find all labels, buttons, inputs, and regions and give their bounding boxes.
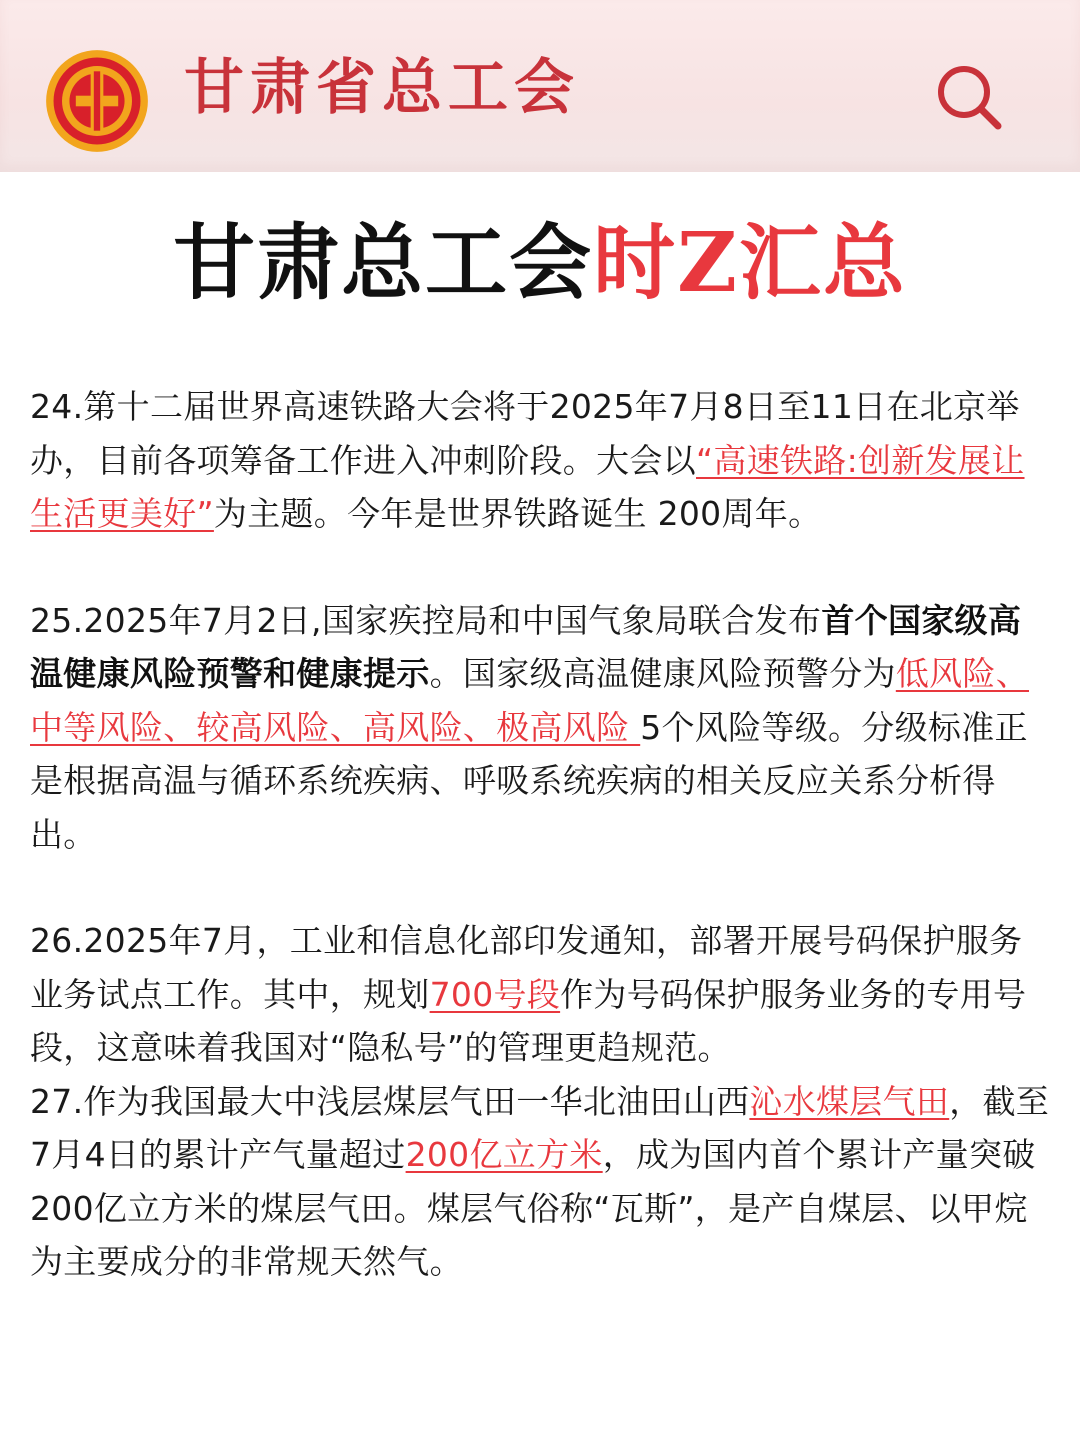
header-banner (0, 0, 1080, 172)
news-item-25 (30, 594, 1052, 862)
news-text: 27.作为我国最大中浅层煤层气田一华北油田山西 (30, 1081, 750, 1121)
bold-text: 首个国家级高温健康风险预警和健康提示 (30, 600, 1022, 693)
news-item-26 (30, 914, 1052, 1075)
news-text: ，截至7月4日的累计产气量超过 (30, 1081, 1050, 1174)
title-black-part: 甘肃总工会 (173, 215, 594, 311)
brand-title: 甘肃省总工会 (184, 53, 580, 123)
highlight-link[interactable]: 低风险、中等风险、较高风险、高风险、极高风险 (30, 654, 1030, 747)
search-icon[interactable] (934, 62, 1004, 132)
page-title (0, 208, 1080, 318)
news-text: 。国家级高温健康风险预警分为 (429, 654, 896, 693)
news-text: 5个风险等级。分级标准正是根据高温与循环系统疾病、呼吸系统疾病的相关反应关系分析得出。 (30, 707, 1028, 854)
news-text: 25.2025年7月2日,国家疾控局和中国气象局联合发布 (30, 600, 822, 640)
paragraph-gap (30, 541, 1052, 594)
highlight-link[interactable]: 700号段 (429, 974, 561, 1014)
news-text: 24.第十二届世界高速铁路大会将于2025年7月8日至11日在北京举办，目前各项筹备工作进入冲刺阶段。大会以 (30, 387, 1020, 480)
news-item-27 (30, 1075, 1052, 1289)
trade-union-emblem-icon (44, 48, 150, 154)
news-item-24 (30, 380, 1052, 541)
news-text: ，成为国内首个累计产量突破200亿立方米的煤层气田。煤层气俗称“瓦斯”，是产自煤层、以甲烷为主要成分的非常规天然气。 (30, 1135, 1036, 1281)
highlight-link[interactable]: 沁水煤层气田 (749, 1081, 950, 1121)
news-text: 为主题。今年是世界铁路诞生 200周年。 (213, 494, 822, 533)
news-text: 作为号码保护服务业务的专用号段，这意味着我国对“隐私号”的管理更趋规范。 (30, 974, 1027, 1067)
news-text: 26.2025年7月，工业和信息化部印发通知，部署开展号码保护服务业务试点工作。其中，规划 (30, 921, 1023, 1014)
title-red-part: 时Z汇总 (593, 215, 907, 311)
highlight-link[interactable]: “高速铁路:创新发展让生活更美好” (30, 440, 1025, 533)
paragraph-gap (30, 861, 1052, 914)
news-list (30, 380, 1052, 1289)
highlight-link[interactable]: 200亿立方米 (405, 1135, 603, 1174)
